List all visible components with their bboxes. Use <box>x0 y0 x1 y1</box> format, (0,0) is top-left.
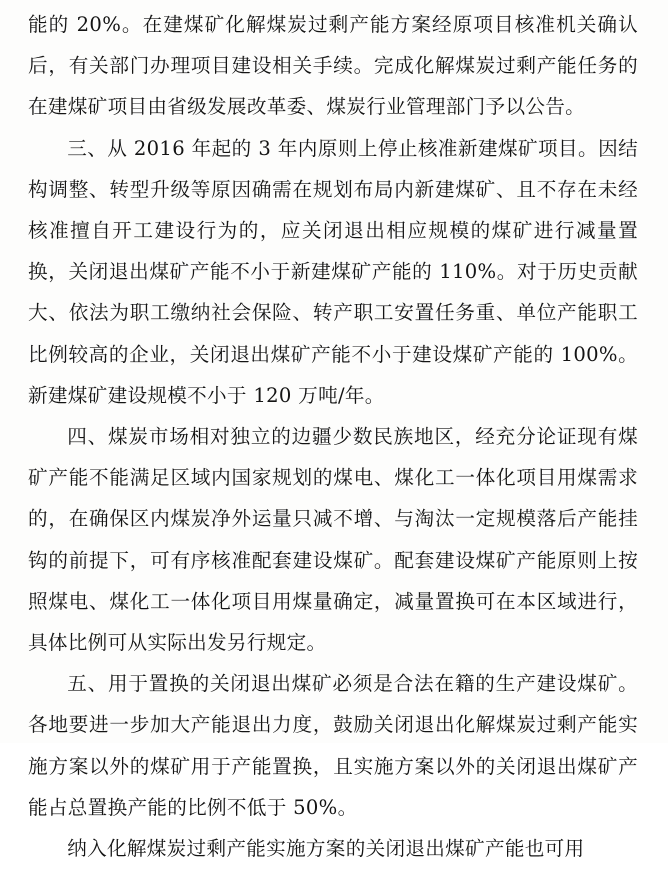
paragraph-2: 三、从 2016 年起的 3 年内原则上停止核准新建煤矿项目。因结构调整、转型升级等原因确需在规划布局内新建煤矿、且不存在未经核准擅自开工建设行为的，应关闭退出相应规模的煤矿进行减量置换，关闭退出煤矿产能不小于新建煤矿产能的 110%。对于历史贡献大、依法为职工缴纳社会保险、转产职工安置任务重、单位产能职工比例较高的企业，关闭退出煤矿产能不小于建设煤矿产能的 100%。新建煤矿建设规模不小于 120 万吨/年。 <box>28 136 638 407</box>
paragraph-5: 纳入化解煤炭过剩产能实施方案的关闭退出煤矿产能也可用 <box>67 837 585 861</box>
paragraph-1: 能的 20%。在建煤矿化解煤炭过剩产能方案经原项目核准机关确认后，有关部门办理项目建设相关手续。完成化解煤炭过剩产能任务的在建煤矿项目由省级发展改革委、煤炭行业管理部门予以公告。 <box>28 13 638 119</box>
paragraph-3: 四、煤炭市场相对独立的边疆少数民族地区，经充分论证现有煤矿产能不能满足区域内国家规划的煤电、煤化工一体化项目用煤需求的，在确保区内煤炭净外运量只减不增、与淘汰一定规模落后产能挂钩的前提下，可有序核准配套建设煤矿。配套建设煤矿产能原则上按照煤电、煤化工一体化项目用煤量确定，减量置换可在本区域进行，具体比例可从实际出发另行规定。 <box>28 425 638 655</box>
paragraph-4: 五、用于置换的关闭退出煤矿必须是合法在籍的生产建设煤矿。各地要进一步加大产能退出力度，鼓励关闭退出化解煤炭过剩产能实施方案以外的煤矿用于产能置换，且实施方案以外的关闭退出煤矿产能占总置换产能的比例不低于 50%。 <box>28 672 638 819</box>
document-body <box>28 4 638 869</box>
